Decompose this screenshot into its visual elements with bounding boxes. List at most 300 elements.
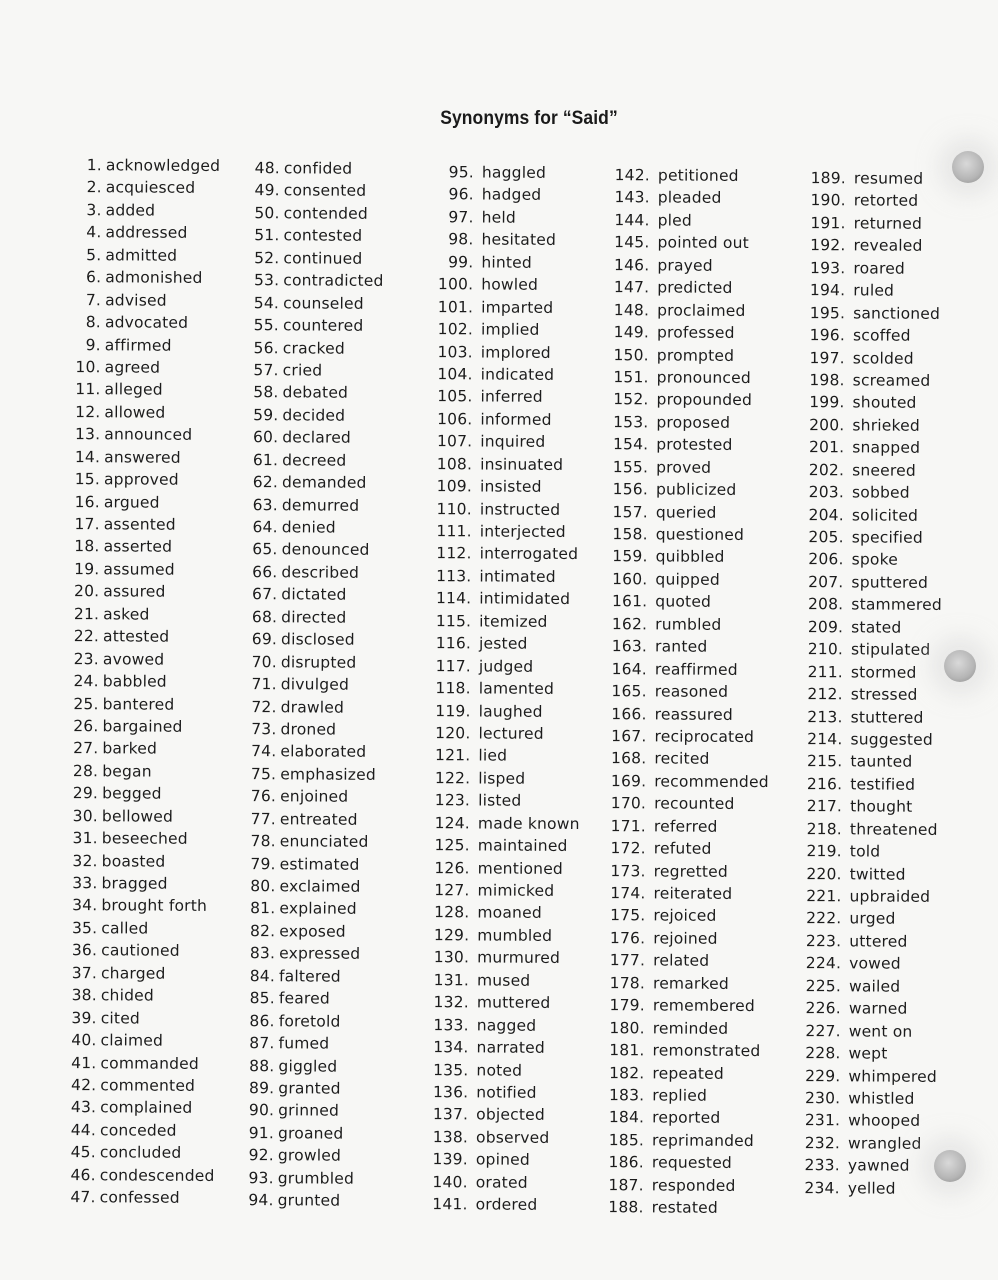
list-item (53, 1029, 216, 1052)
list-item (791, 257, 944, 280)
item-word: roared (853, 259, 906, 278)
item-word: laughed (478, 701, 543, 721)
list-item (583, 949, 768, 973)
word-column-3 (402, 161, 584, 1217)
item-number: 186. (608, 1153, 644, 1172)
list-item (406, 430, 582, 454)
item-number: 169. (610, 771, 647, 791)
list-item (402, 1171, 578, 1195)
item-number: 200. (809, 415, 845, 435)
item-word: assented (103, 515, 176, 534)
item-number: 8. (85, 313, 102, 332)
list-item (585, 702, 770, 726)
item-number: 123. (434, 791, 471, 810)
item-number: 180. (609, 1018, 645, 1037)
list-item (232, 740, 380, 763)
item-number: 26. (73, 717, 99, 736)
item-word: grinned (278, 1101, 340, 1121)
item-word: made known (477, 814, 580, 833)
list-item (585, 658, 770, 682)
item-number: 67. (252, 585, 278, 604)
item-number: 154. (612, 435, 649, 454)
item-number: 145. (614, 233, 650, 252)
list-item (54, 805, 217, 828)
item-word: revealed (853, 236, 923, 256)
item-number: 7. (85, 290, 102, 309)
item-number: 54. (253, 293, 280, 312)
list-item (587, 231, 772, 255)
item-word: refuted (653, 839, 712, 858)
item-word: mumbled (477, 926, 553, 945)
list-item (232, 763, 380, 786)
item-number: 232. (804, 1133, 841, 1153)
list-item (403, 991, 579, 1015)
item-word: admonished (105, 268, 203, 288)
list-item (53, 872, 216, 895)
item-word: commented (100, 1076, 196, 1095)
item-word: divulged (280, 675, 350, 694)
item-number: 43. (70, 1098, 97, 1117)
list-item (404, 789, 580, 813)
item-number: 209. (807, 617, 844, 637)
list-item (233, 583, 381, 606)
list-item (787, 952, 940, 975)
word-column-2 (230, 157, 385, 1212)
list-item (232, 785, 380, 808)
item-number: 16. (74, 492, 100, 511)
item-word: described (281, 563, 360, 582)
item-number: 5. (86, 245, 102, 265)
list-item (54, 850, 217, 873)
list-item (402, 1148, 578, 1172)
item-number: 147. (613, 278, 650, 297)
item-number: 136. (432, 1083, 469, 1102)
list-item (786, 1154, 939, 1177)
item-number: 139. (432, 1150, 468, 1169)
item-number: 24. (73, 672, 99, 691)
item-number: 55. (253, 316, 280, 335)
list-item (407, 363, 583, 387)
item-number: 72. (251, 697, 277, 716)
item-word: quibbled (655, 547, 725, 567)
list-item (405, 655, 581, 679)
item-word: addressed (105, 223, 188, 243)
item-word: sneered (852, 461, 916, 480)
item-number: 152. (613, 390, 649, 409)
item-word: repeated (652, 1063, 725, 1083)
list-item (586, 478, 771, 502)
list-item (792, 167, 945, 190)
item-number: 81. (250, 899, 276, 918)
list-item (52, 1074, 215, 1097)
list-item (57, 333, 220, 356)
item-word: moaned (477, 903, 542, 923)
item-number: 122. (434, 768, 471, 788)
item-word: asked (103, 605, 150, 624)
item-word: protested (656, 435, 733, 455)
item-number: 148. (613, 300, 650, 320)
item-number: 59. (253, 405, 279, 425)
item-word: argued (103, 492, 160, 512)
list-item (232, 853, 380, 876)
item-word: admitted (105, 246, 178, 265)
item-number: 117. (435, 656, 471, 676)
item-number: 2. (86, 178, 102, 197)
list-item (53, 962, 216, 985)
list-item (583, 904, 768, 928)
item-word: begged (102, 784, 162, 803)
item-word: propounded (656, 390, 753, 410)
list-item (56, 423, 219, 446)
item-number: 21. (73, 604, 100, 624)
list-item (588, 186, 773, 210)
item-word: listed (478, 791, 522, 810)
item-word: scolded (852, 348, 914, 368)
item-word: responded (651, 1176, 736, 1195)
word-column-1 (52, 154, 221, 1210)
item-number: 204. (808, 505, 844, 524)
item-number: 91. (248, 1123, 275, 1143)
item-word: went on (848, 1021, 913, 1041)
list-item (230, 1077, 378, 1100)
item-word: disrupted (280, 652, 357, 672)
item-number: 173. (610, 861, 646, 880)
item-number: 95. (448, 163, 474, 182)
list-item (235, 224, 383, 247)
list-item (789, 616, 942, 639)
item-number: 166. (611, 704, 647, 723)
item-number: 29. (72, 784, 99, 803)
item-word: narrated (476, 1038, 545, 1057)
item-word: prayed (657, 256, 713, 275)
item-number: 14. (74, 447, 101, 466)
item-number: 71. (251, 675, 277, 694)
item-word: mused (476, 971, 531, 990)
item-word: whooped (848, 1111, 921, 1131)
list-item (233, 561, 381, 584)
item-word: sobbed (851, 483, 910, 502)
item-word: lectured (478, 724, 544, 743)
item-number: 131. (433, 970, 470, 990)
item-word: hadged (481, 185, 542, 205)
item-number: 129. (433, 926, 470, 945)
item-number: 192. (810, 236, 846, 255)
item-word: decided (282, 406, 346, 425)
list-item (230, 1144, 378, 1167)
item-word: groaned (277, 1124, 344, 1143)
list-item (234, 381, 382, 404)
item-number: 179. (609, 996, 645, 1015)
item-number: 97. (448, 208, 474, 227)
item-number: 144. (614, 211, 650, 230)
item-word: entreated (279, 809, 358, 829)
item-word: exposed (279, 922, 346, 941)
list-item (56, 401, 219, 424)
item-word: concluded (99, 1143, 182, 1163)
item-word: yawned (847, 1156, 910, 1175)
list-item (235, 336, 383, 359)
item-word: chided (100, 986, 154, 1005)
item-number: 216. (806, 774, 843, 794)
item-number: 64. (252, 518, 278, 537)
item-number: 185. (608, 1130, 645, 1150)
item-number: 193. (810, 258, 846, 278)
item-word: pleaded (657, 188, 722, 208)
item-number: 153. (613, 412, 649, 432)
list-item (788, 863, 941, 886)
list-item (787, 885, 940, 908)
item-word: contradicted (283, 271, 384, 291)
list-item (405, 632, 581, 656)
list-item (789, 638, 942, 661)
item-number: 137. (432, 1105, 469, 1124)
list-item (234, 494, 382, 517)
list-item (405, 587, 581, 611)
item-word: threatened (849, 820, 938, 839)
list-item (53, 894, 216, 917)
list-item (230, 1099, 378, 1122)
list-item (585, 590, 770, 614)
item-word: agreed (104, 358, 161, 377)
list-item (583, 1017, 768, 1041)
item-word: reciprocated (654, 727, 755, 746)
item-word: granted (278, 1079, 341, 1098)
list-item (787, 975, 940, 998)
item-number: 4. (86, 223, 102, 242)
item-number: 40. (71, 1031, 97, 1050)
item-number: 218. (806, 819, 843, 839)
item-number: 42. (70, 1076, 97, 1095)
item-number: 165. (611, 682, 647, 701)
item-number: 89. (248, 1079, 275, 1098)
item-number: 158. (612, 525, 648, 544)
item-number: 110. (436, 499, 472, 518)
item-number: 230. (804, 1089, 841, 1108)
list-item (53, 917, 216, 940)
list-item (234, 449, 382, 472)
item-word: demurred (281, 495, 360, 515)
item-number: 223. (805, 931, 842, 951)
list-item (56, 513, 219, 536)
item-word: wailed (848, 977, 901, 996)
item-word: testified (850, 775, 916, 794)
list-item (790, 504, 943, 527)
item-word: objected (476, 1105, 545, 1125)
item-word: proved (656, 458, 712, 477)
list-item (588, 209, 773, 233)
item-word: solicited (851, 505, 919, 525)
item-word: assured (103, 582, 166, 601)
item-number: 83. (249, 944, 276, 963)
item-word: muttered (476, 993, 551, 1013)
item-word: decreed (282, 450, 347, 470)
list-item (403, 1036, 579, 1060)
item-number: 191. (810, 213, 846, 233)
item-number: 33. (72, 874, 98, 893)
item-number: 85. (249, 989, 275, 1008)
hole-punch-icon (934, 1150, 966, 1182)
list-item (587, 343, 772, 367)
item-number: 50. (254, 203, 280, 223)
item-number: 75. (250, 764, 277, 784)
item-word: added (105, 201, 156, 220)
item-word: judged (478, 657, 534, 676)
list-item (586, 545, 771, 569)
item-word: shouted (852, 393, 917, 413)
list-item (585, 568, 770, 592)
list-item (584, 725, 769, 749)
item-word: reasoned (654, 682, 729, 701)
item-number: 224. (805, 954, 842, 973)
item-word: rumbled (655, 615, 722, 634)
list-item (790, 481, 943, 504)
item-number: 104. (437, 365, 473, 384)
list-item (583, 972, 768, 996)
list-item (406, 520, 582, 544)
item-number: 196. (809, 326, 846, 345)
list-item (791, 324, 944, 347)
item-word: countered (282, 316, 364, 335)
item-word: specified (851, 528, 924, 547)
list-item (53, 1007, 216, 1030)
item-number: 32. (72, 851, 98, 870)
list-item (402, 1193, 578, 1217)
item-number: 82. (249, 921, 276, 941)
item-number: 48. (254, 159, 280, 178)
item-word: insisted (479, 477, 542, 496)
list-item (585, 680, 770, 704)
list-item (584, 837, 769, 861)
item-number: 105. (437, 387, 473, 406)
list-item (231, 1010, 379, 1033)
item-number: 65. (252, 540, 278, 559)
item-word: stipulated (850, 640, 931, 660)
item-word: confided (283, 159, 353, 178)
item-number: 53. (253, 271, 280, 290)
list-item (56, 446, 219, 469)
item-number: 58. (253, 383, 279, 402)
item-number: 61. (252, 450, 279, 469)
item-word: thought (850, 797, 913, 816)
item-word: brought forth (101, 896, 208, 916)
item-number: 63. (252, 495, 278, 514)
item-word: reported (652, 1108, 721, 1128)
item-word: upbraided (849, 887, 931, 906)
item-number: 175. (610, 906, 646, 925)
item-number: 202. (808, 460, 845, 480)
list-item (788, 728, 941, 751)
list-item (405, 610, 581, 634)
list-item (231, 942, 379, 965)
list-item (788, 840, 941, 863)
item-word: assumed (103, 560, 175, 579)
item-number: 70. (251, 652, 277, 671)
item-number: 221. (806, 887, 842, 906)
item-number: 135. (433, 1060, 469, 1079)
list-item (790, 391, 943, 414)
item-word: pled (657, 211, 693, 230)
list-item (786, 1132, 939, 1155)
item-word: sputtered (851, 573, 929, 592)
list-item (585, 613, 770, 637)
item-word: lamented (478, 679, 555, 698)
item-word: disclosed (280, 630, 355, 649)
item-number: 157. (612, 502, 648, 521)
list-item (787, 997, 940, 1020)
item-word: conceded (99, 1121, 177, 1140)
list-item (234, 538, 382, 561)
list-item (407, 340, 583, 364)
list-item (586, 433, 771, 457)
list-item (789, 683, 942, 706)
item-number: 195. (809, 303, 846, 322)
item-word: beseeched (101, 829, 188, 848)
list-item (406, 475, 582, 499)
item-number: 56. (253, 338, 279, 357)
item-number: 100. (437, 275, 474, 294)
item-word: enjoined (280, 787, 349, 806)
list-item (790, 414, 943, 437)
list-item (56, 491, 219, 514)
item-word: counseled (283, 293, 364, 313)
list-item (407, 251, 583, 275)
item-number: 34. (72, 896, 98, 915)
item-number: 22. (73, 627, 100, 646)
item-word: recited (654, 749, 710, 769)
item-number: 52. (254, 248, 280, 268)
item-word: directed (281, 608, 347, 627)
item-word: restated (651, 1198, 718, 1217)
item-word: giggled (278, 1056, 338, 1076)
item-word: pronounced (656, 368, 751, 387)
item-word: remembered (652, 996, 756, 1016)
item-word: approved (103, 470, 179, 489)
list-item (55, 558, 218, 581)
list-item (791, 302, 944, 325)
item-number: 207. (808, 572, 844, 592)
item-number: 187. (608, 1175, 644, 1195)
item-word: reaffirmed (654, 660, 738, 679)
item-number: 80. (250, 877, 276, 896)
item-number: 88. (249, 1056, 275, 1075)
list-item (582, 1196, 767, 1220)
item-number: 15. (74, 470, 101, 489)
list-item (791, 346, 944, 369)
item-number: 138. (432, 1127, 469, 1147)
list-item (402, 1058, 578, 1082)
item-word: sanctioned (853, 304, 941, 323)
list-item (54, 760, 217, 783)
list-item (789, 571, 942, 594)
item-number: 116. (435, 634, 472, 653)
item-number: 161. (611, 592, 648, 611)
item-word: complained (100, 1098, 193, 1118)
item-word: petitioned (657, 166, 739, 185)
list-item (586, 523, 771, 547)
item-word: notified (476, 1083, 537, 1102)
item-number: 46. (70, 1165, 96, 1184)
item-word: pointed out (657, 233, 749, 253)
item-number: 176. (609, 929, 646, 948)
item-number: 159. (612, 547, 648, 566)
item-word: faltered (278, 967, 341, 986)
list-item (402, 1081, 578, 1105)
item-number: 114. (435, 589, 472, 608)
list-item (406, 498, 582, 522)
item-number: 49. (254, 181, 280, 200)
item-word: scoffed (852, 326, 911, 345)
item-word: hesitated (481, 230, 557, 250)
